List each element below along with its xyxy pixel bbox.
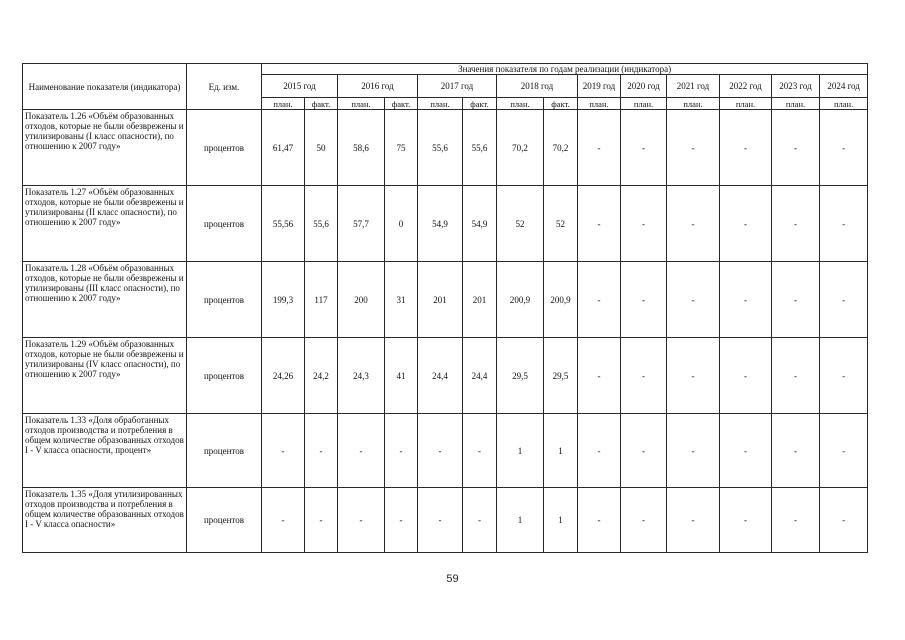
value-cell: -: [667, 262, 720, 338]
value-cell: 117: [305, 262, 338, 338]
value-cell: -: [820, 186, 868, 262]
value-cell: -: [621, 262, 667, 338]
page-number: 59: [446, 573, 459, 585]
indicator-name-cell: Показатель 1.35 «Доля утилизированных отходов производства и потребления в общем количестве образованных отходов I - V класса опасности»: [23, 488, 187, 553]
table-row: [23, 110, 868, 186]
indicator-name-cell: Показатель 1.26 «Объём образованных отходов, которые не были обезврежены и утилизированы (I класс опасности), по отношению к 2007 году»: [23, 110, 187, 186]
value-cell: 1: [497, 488, 544, 553]
value-cell: -: [820, 338, 868, 414]
value-cell: -: [621, 186, 667, 262]
value-cell: -: [820, 110, 868, 186]
table-row: [23, 338, 868, 414]
value-cell: 52: [497, 186, 544, 262]
value-cell: 24,4: [463, 338, 497, 414]
value-cell: 58,6: [338, 110, 385, 186]
value-cell: -: [772, 338, 820, 414]
value-cell: -: [667, 186, 720, 262]
unit-cell: процентов: [187, 414, 262, 488]
value-cell: -: [772, 186, 820, 262]
value-cell: -: [772, 488, 820, 553]
value-cell: -: [720, 488, 772, 553]
value-cell: 24,3: [338, 338, 385, 414]
value-cell: 24,2: [305, 338, 338, 414]
indicator-table-container: [22, 63, 867, 553]
value-cell: 0: [385, 186, 418, 262]
header-year: 2020 год: [621, 75, 667, 98]
value-cell: 50: [305, 110, 338, 186]
header-year: 2024 год: [820, 75, 868, 98]
value-cell: 70,2: [497, 110, 544, 186]
value-cell: -: [463, 414, 497, 488]
unit-cell: процентов: [187, 338, 262, 414]
header-plan: план.: [720, 98, 772, 110]
value-cell: -: [305, 414, 338, 488]
value-cell: 200: [338, 262, 385, 338]
indicator-values-table: [22, 63, 868, 553]
unit-cell: процентов: [187, 186, 262, 262]
value-cell: 55,6: [305, 186, 338, 262]
table-row: [23, 186, 868, 262]
value-cell: -: [621, 338, 667, 414]
value-cell: 31: [385, 262, 418, 338]
indicator-name-cell: Показатель 1.27 «Объём образованных отходов, которые не были обезврежены и утилизированы (II класс опасности), по отношению к 2007 году»: [23, 186, 187, 262]
value-cell: -: [621, 488, 667, 553]
value-cell: -: [621, 414, 667, 488]
value-cell: 57,7: [338, 186, 385, 262]
value-cell: -: [305, 488, 338, 553]
header-plan: план.: [578, 98, 621, 110]
value-cell: -: [578, 414, 621, 488]
value-cell: -: [262, 488, 305, 553]
value-cell: 29,5: [544, 338, 578, 414]
header-row-group: [23, 64, 868, 75]
value-cell: -: [338, 488, 385, 553]
value-cell: 29,5: [497, 338, 544, 414]
header-unit: Ед. изм.: [187, 64, 262, 110]
value-cell: 52: [544, 186, 578, 262]
value-cell: 54,9: [418, 186, 463, 262]
unit-cell: процентов: [187, 262, 262, 338]
value-cell: 200,9: [544, 262, 578, 338]
value-cell: 54,9: [463, 186, 497, 262]
header-plan: план.: [338, 98, 385, 110]
value-cell: 201: [418, 262, 463, 338]
value-cell: 70,2: [544, 110, 578, 186]
value-cell: 201: [463, 262, 497, 338]
header-year: 2021 год: [667, 75, 720, 98]
value-cell: -: [578, 262, 621, 338]
value-cell: -: [772, 262, 820, 338]
value-cell: -: [463, 488, 497, 553]
value-cell: -: [385, 488, 418, 553]
header-indicator-name: Наименование показателя (индикатора): [23, 64, 187, 110]
value-cell: -: [262, 414, 305, 488]
value-cell: -: [578, 338, 621, 414]
header-fact: факт.: [544, 98, 578, 110]
value-cell: 61,47: [262, 110, 305, 186]
value-cell: -: [578, 110, 621, 186]
table-row: [23, 262, 868, 338]
value-cell: -: [418, 414, 463, 488]
value-cell: -: [418, 488, 463, 553]
value-cell: -: [720, 186, 772, 262]
header-year: 2018 год: [497, 75, 578, 98]
header-fact: факт.: [385, 98, 418, 110]
value-cell: 1: [497, 414, 544, 488]
table-row: [23, 414, 868, 488]
header-year: 2016 год: [338, 75, 418, 98]
value-cell: 55,6: [463, 110, 497, 186]
value-cell: -: [621, 110, 667, 186]
value-cell: 199,3: [262, 262, 305, 338]
value-cell: -: [720, 262, 772, 338]
unit-cell: процентов: [187, 488, 262, 553]
value-cell: -: [772, 414, 820, 488]
header-year: 2019 год: [578, 75, 621, 98]
header-year: 2015 год: [262, 75, 338, 98]
header-plan: план.: [820, 98, 868, 110]
value-cell: 24,26: [262, 338, 305, 414]
value-cell: -: [667, 338, 720, 414]
table-body: [23, 110, 868, 553]
value-cell: -: [820, 488, 868, 553]
header-values-by-year: Значения показателя по годам реализации (индикатора): [262, 64, 868, 75]
table-row: [23, 488, 868, 553]
header-year: 2023 год: [772, 75, 820, 98]
header-year: 2017 год: [418, 75, 497, 98]
value-cell: 55,56: [262, 186, 305, 262]
header-plan: план.: [667, 98, 720, 110]
header-plan: план.: [772, 98, 820, 110]
value-cell: 55,6: [418, 110, 463, 186]
value-cell: 41: [385, 338, 418, 414]
value-cell: 200,9: [497, 262, 544, 338]
header-fact: факт.: [305, 98, 338, 110]
value-cell: 75: [385, 110, 418, 186]
indicator-name-cell: Показатель 1.29 «Объём образованных отходов, которые не были обезврежены и утилизированы (IV класс опасности), по отношению к 2007 году»: [23, 338, 187, 414]
value-cell: -: [820, 414, 868, 488]
value-cell: -: [720, 110, 772, 186]
header-fact: факт.: [463, 98, 497, 110]
header-plan: план.: [262, 98, 305, 110]
value-cell: 1: [544, 488, 578, 553]
header-year: 2022 год: [720, 75, 772, 98]
indicator-name-cell: Показатель 1.33 «Доля обработанных отходов производства и потребления в общем количестве образованных отходов I - V класса опасности, процент»: [23, 414, 187, 488]
value-cell: -: [720, 338, 772, 414]
value-cell: -: [578, 186, 621, 262]
value-cell: -: [667, 488, 720, 553]
header-plan: план.: [418, 98, 463, 110]
indicator-name-cell: Показатель 1.28 «Объём образованных отходов, которые не были обезврежены и утилизированы (III класс опасности), по отношению к 2007 году»: [23, 262, 187, 338]
value-cell: -: [720, 414, 772, 488]
value-cell: -: [667, 414, 720, 488]
value-cell: -: [385, 414, 418, 488]
header-plan: план.: [621, 98, 667, 110]
value-cell: -: [667, 110, 720, 186]
value-cell: 1: [544, 414, 578, 488]
unit-cell: процентов: [187, 110, 262, 186]
value-cell: -: [820, 262, 868, 338]
header-plan: план.: [497, 98, 544, 110]
value-cell: -: [578, 488, 621, 553]
value-cell: 24,4: [418, 338, 463, 414]
value-cell: -: [338, 414, 385, 488]
value-cell: -: [772, 110, 820, 186]
